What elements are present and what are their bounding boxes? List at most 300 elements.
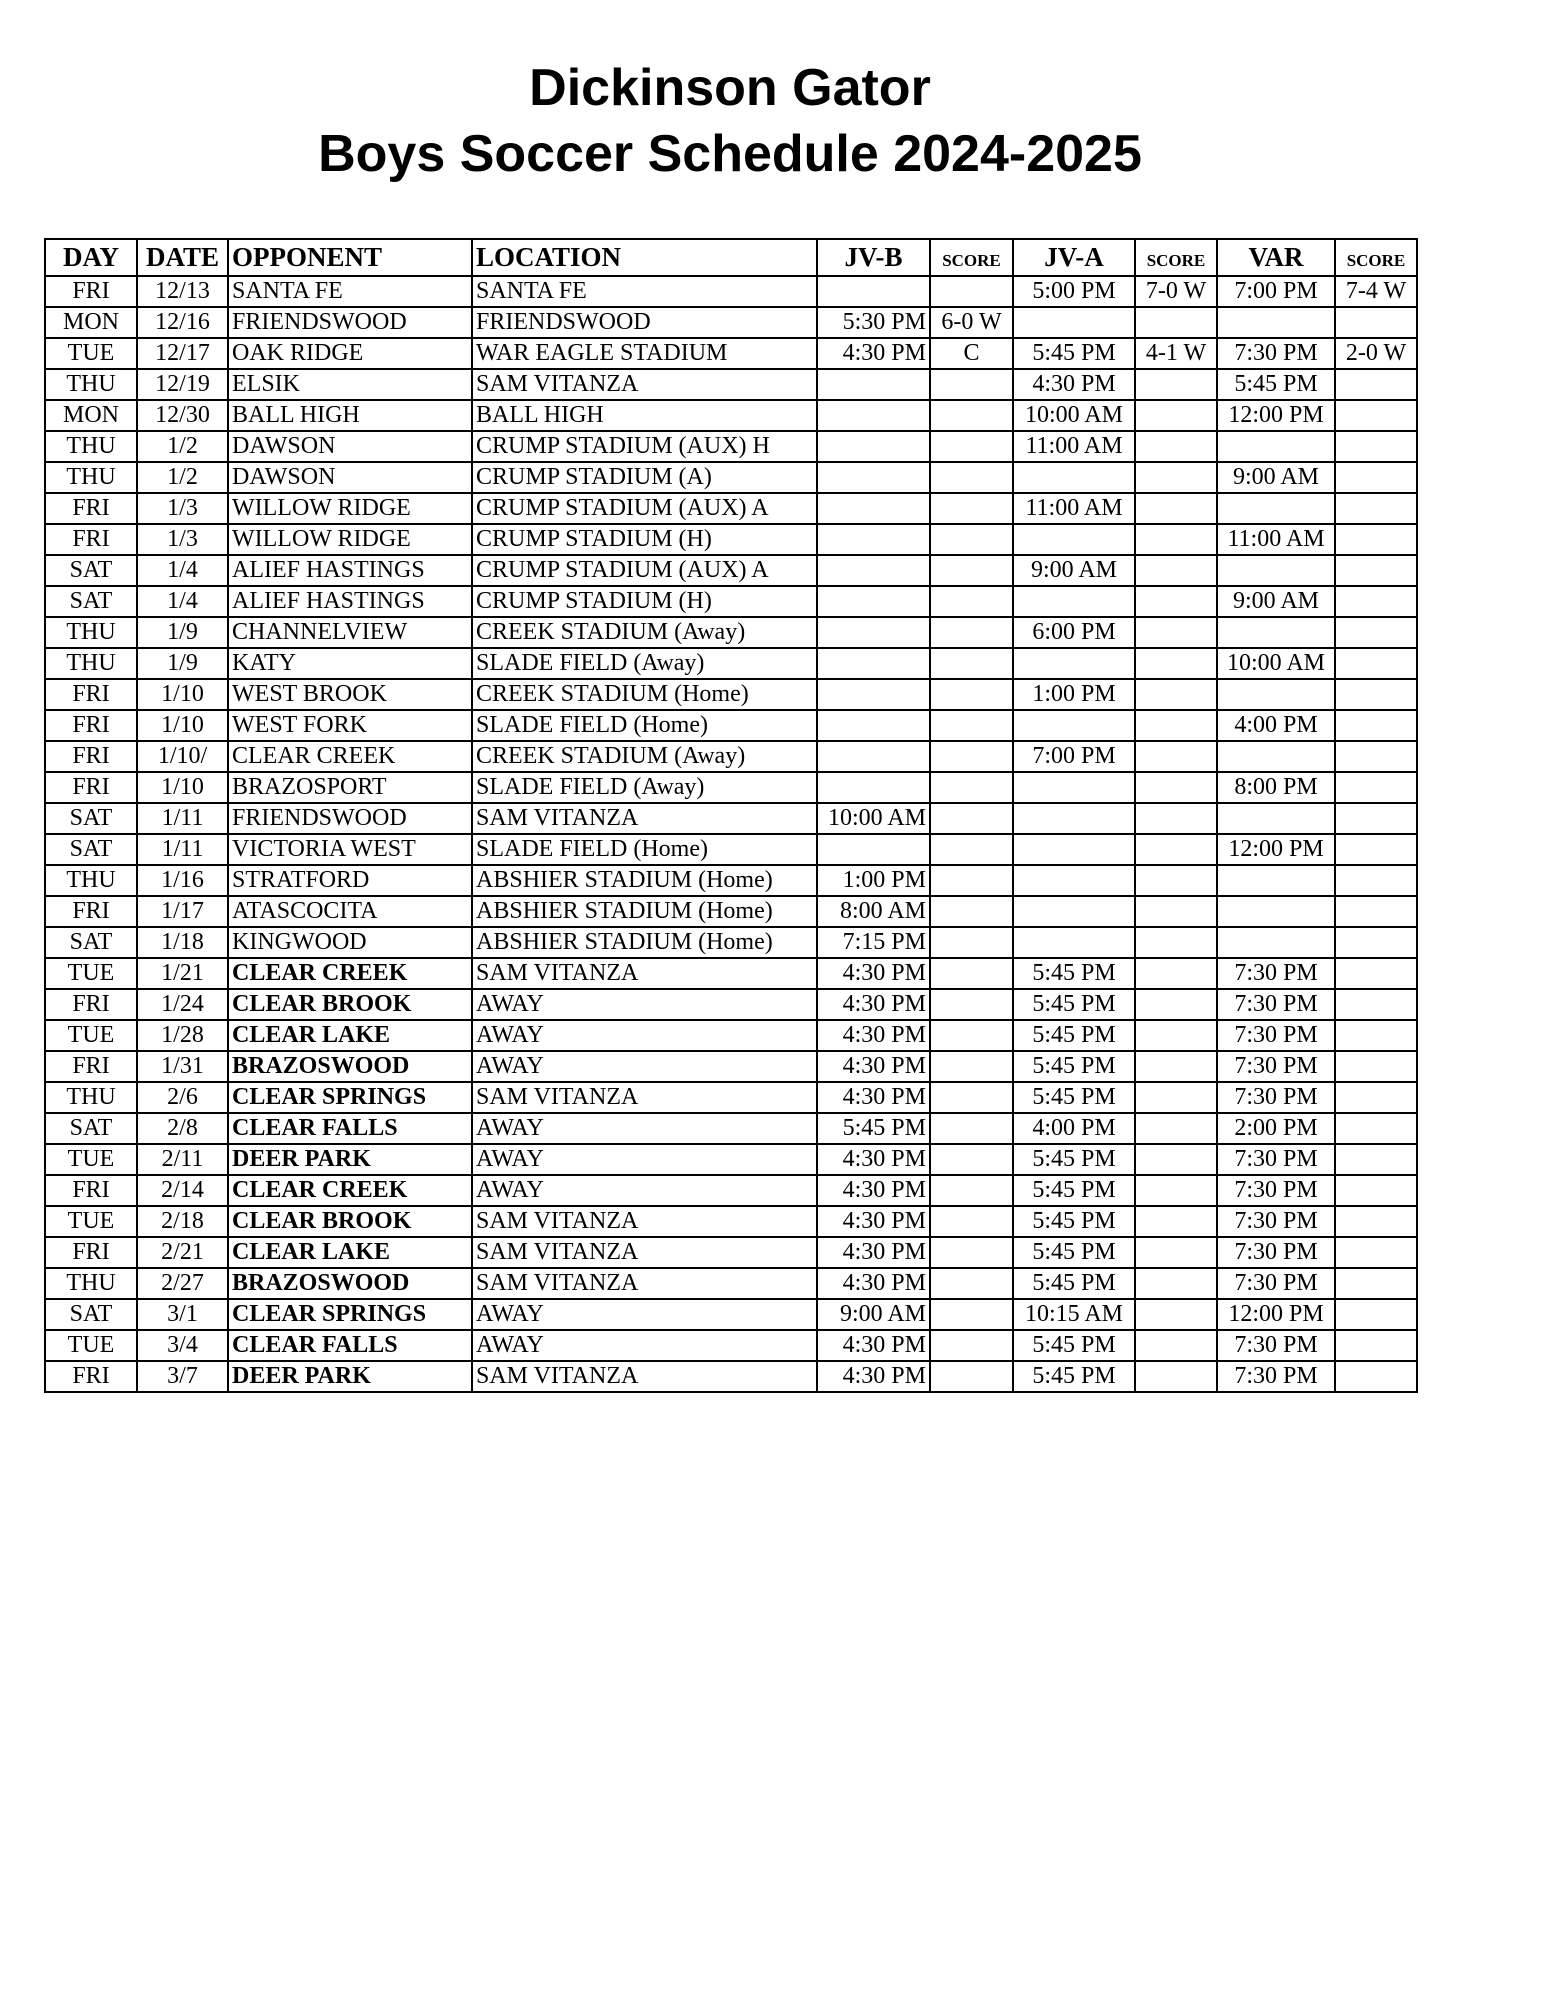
- jvb-score-cell: [930, 1020, 1013, 1051]
- location-cell: SAM VITANZA: [472, 1082, 817, 1113]
- day-cell: TUE: [45, 1330, 137, 1361]
- var-score-cell: 2-0 W: [1335, 338, 1417, 369]
- jva-time-cell: 10:00 AM: [1013, 400, 1135, 431]
- opponent-cell: CLEAR LAKE: [228, 1237, 472, 1268]
- opponent-cell: CLEAR CREEK: [228, 1175, 472, 1206]
- jvb-score-cell: 6-0 W: [930, 307, 1013, 338]
- jvb-score-cell: [930, 1299, 1013, 1330]
- jvb-time-cell: 4:30 PM: [817, 1268, 930, 1299]
- jvb-score-cell: C: [930, 338, 1013, 369]
- day-cell: TUE: [45, 1020, 137, 1051]
- jvb-time-cell: [817, 617, 930, 648]
- jva-score-cell: [1135, 803, 1217, 834]
- location-cell: CRUMP STADIUM (AUX) A: [472, 493, 817, 524]
- var-time-cell: 4:00 PM: [1217, 710, 1335, 741]
- date-cell: 1/18: [137, 927, 228, 958]
- jvb-score-cell: [930, 648, 1013, 679]
- jva-time-cell: 5:45 PM: [1013, 989, 1135, 1020]
- var-score-cell: [1335, 741, 1417, 772]
- table-row: [45, 1020, 1417, 1051]
- var-time-cell: 7:30 PM: [1217, 1361, 1335, 1392]
- jvb-time-cell: 4:30 PM: [817, 1206, 930, 1237]
- day-cell: THU: [45, 648, 137, 679]
- var-score-cell: [1335, 989, 1417, 1020]
- var-time-cell: 7:30 PM: [1217, 958, 1335, 989]
- jvb-time-cell: 4:30 PM: [817, 1051, 930, 1082]
- var-score-cell: [1335, 896, 1417, 927]
- jvb-time-cell: [817, 741, 930, 772]
- jva-score-cell: 7-0 W: [1135, 276, 1217, 307]
- day-cell: THU: [45, 865, 137, 896]
- date-cell: 1/24: [137, 989, 228, 1020]
- opponent-cell: CLEAR CREEK: [228, 958, 472, 989]
- jva-time-cell: [1013, 927, 1135, 958]
- jva-time-cell: 5:45 PM: [1013, 338, 1135, 369]
- jva-score-cell: [1135, 462, 1217, 493]
- location-cell: ABSHIER STADIUM (Home): [472, 896, 817, 927]
- jva-score-cell: [1135, 927, 1217, 958]
- jva-score-cell: [1135, 1268, 1217, 1299]
- jva-score-cell: [1135, 865, 1217, 896]
- opponent-cell: ALIEF HASTINGS: [228, 586, 472, 617]
- location-cell: AWAY: [472, 1051, 817, 1082]
- opponent-cell: CLEAR CREEK: [228, 741, 472, 772]
- header-var: VAR: [1217, 239, 1335, 276]
- var-time-cell: [1217, 307, 1335, 338]
- jva-time-cell: 5:00 PM: [1013, 276, 1135, 307]
- table-row: [45, 741, 1417, 772]
- day-cell: FRI: [45, 1237, 137, 1268]
- table-row: [45, 1268, 1417, 1299]
- date-cell: 1/21: [137, 958, 228, 989]
- opponent-cell: CLEAR BROOK: [228, 1206, 472, 1237]
- table-row: [45, 1237, 1417, 1268]
- var-time-cell: [1217, 679, 1335, 710]
- var-time-cell: [1217, 865, 1335, 896]
- opponent-cell: STRATFORD: [228, 865, 472, 896]
- var-time-cell: 7:30 PM: [1217, 1082, 1335, 1113]
- var-score-cell: [1335, 1082, 1417, 1113]
- jvb-score-cell: [930, 1361, 1013, 1392]
- day-cell: TUE: [45, 338, 137, 369]
- jva-score-cell: [1135, 648, 1217, 679]
- jva-time-cell: [1013, 524, 1135, 555]
- table-row: [45, 1082, 1417, 1113]
- day-cell: THU: [45, 1082, 137, 1113]
- location-cell: CRUMP STADIUM (AUX) H: [472, 431, 817, 462]
- table-row: [45, 1144, 1417, 1175]
- table-row: [45, 927, 1417, 958]
- table-row: [45, 1206, 1417, 1237]
- date-cell: 2/27: [137, 1268, 228, 1299]
- location-cell: CRUMP STADIUM (H): [472, 524, 817, 555]
- jvb-score-cell: [930, 679, 1013, 710]
- var-time-cell: 7:30 PM: [1217, 989, 1335, 1020]
- jvb-time-cell: [817, 679, 930, 710]
- date-cell: 1/10/: [137, 741, 228, 772]
- table-row: [45, 1330, 1417, 1361]
- date-cell: 1/4: [137, 586, 228, 617]
- opponent-cell: CLEAR SPRINGS: [228, 1082, 472, 1113]
- location-cell: SAM VITANZA: [472, 1206, 817, 1237]
- location-cell: AWAY: [472, 989, 817, 1020]
- jva-score-cell: [1135, 1330, 1217, 1361]
- jvb-time-cell: [817, 493, 930, 524]
- location-cell: FRIENDSWOOD: [472, 307, 817, 338]
- header-day: DAY: [45, 239, 137, 276]
- day-cell: FRI: [45, 1175, 137, 1206]
- day-cell: FRI: [45, 772, 137, 803]
- date-cell: 1/3: [137, 524, 228, 555]
- jva-time-cell: 6:00 PM: [1013, 617, 1135, 648]
- header-jva-score: SCORE: [1135, 239, 1217, 276]
- location-cell: CREEK STADIUM (Away): [472, 617, 817, 648]
- var-score-cell: [1335, 369, 1417, 400]
- jvb-score-cell: [930, 1330, 1013, 1361]
- jvb-score-cell: [930, 1237, 1013, 1268]
- jvb-score-cell: [930, 710, 1013, 741]
- var-time-cell: [1217, 896, 1335, 927]
- date-cell: 1/10: [137, 679, 228, 710]
- jva-score-cell: [1135, 431, 1217, 462]
- table-row: [45, 648, 1417, 679]
- location-cell: WAR EAGLE STADIUM: [472, 338, 817, 369]
- table-row: [45, 369, 1417, 400]
- table-row: [45, 772, 1417, 803]
- jvb-score-cell: [930, 834, 1013, 865]
- var-score-cell: [1335, 586, 1417, 617]
- jva-time-cell: 5:45 PM: [1013, 1237, 1135, 1268]
- jvb-time-cell: 8:00 AM: [817, 896, 930, 927]
- date-cell: 1/10: [137, 772, 228, 803]
- table-row: [45, 1299, 1417, 1330]
- location-cell: SANTA FE: [472, 276, 817, 307]
- location-cell: SAM VITANZA: [472, 1361, 817, 1392]
- var-time-cell: [1217, 927, 1335, 958]
- jva-time-cell: [1013, 648, 1135, 679]
- jva-time-cell: 5:45 PM: [1013, 1361, 1135, 1392]
- location-cell: SLADE FIELD (Home): [472, 710, 817, 741]
- var-score-cell: [1335, 772, 1417, 803]
- jvb-time-cell: [817, 369, 930, 400]
- jva-time-cell: 5:45 PM: [1013, 1020, 1135, 1051]
- table-row: [45, 958, 1417, 989]
- jvb-score-cell: [930, 462, 1013, 493]
- date-cell: 12/16: [137, 307, 228, 338]
- jvb-time-cell: [817, 431, 930, 462]
- jva-score-cell: [1135, 1361, 1217, 1392]
- jva-score-cell: [1135, 1113, 1217, 1144]
- page-subtitle: Boys Soccer Schedule 2024-2025: [318, 125, 1142, 183]
- var-score-cell: [1335, 1113, 1417, 1144]
- location-cell: AWAY: [472, 1299, 817, 1330]
- jvb-score-cell: [930, 1206, 1013, 1237]
- opponent-cell: FRIENDSWOOD: [228, 803, 472, 834]
- jvb-score-cell: [930, 1113, 1013, 1144]
- table-row: [45, 276, 1417, 307]
- table-row: [45, 1113, 1417, 1144]
- opponent-cell: WILLOW RIDGE: [228, 524, 472, 555]
- date-cell: 1/4: [137, 555, 228, 586]
- date-cell: 12/17: [137, 338, 228, 369]
- var-score-cell: [1335, 1020, 1417, 1051]
- jvb-score-cell: [930, 1144, 1013, 1175]
- var-score-cell: [1335, 958, 1417, 989]
- day-cell: SAT: [45, 586, 137, 617]
- header-location: LOCATION: [472, 239, 817, 276]
- header-jvb: JV-B: [817, 239, 930, 276]
- jva-time-cell: 4:00 PM: [1013, 1113, 1135, 1144]
- jvb-score-cell: [930, 1082, 1013, 1113]
- jvb-score-cell: [930, 276, 1013, 307]
- table-row: [45, 524, 1417, 555]
- jvb-score-cell: [930, 555, 1013, 586]
- opponent-cell: CLEAR FALLS: [228, 1330, 472, 1361]
- location-cell: AWAY: [472, 1113, 817, 1144]
- jvb-time-cell: 5:45 PM: [817, 1113, 930, 1144]
- opponent-cell: CLEAR FALLS: [228, 1113, 472, 1144]
- table-row: [45, 896, 1417, 927]
- location-cell: SAM VITANZA: [472, 369, 817, 400]
- jvb-time-cell: 7:15 PM: [817, 927, 930, 958]
- day-cell: SAT: [45, 834, 137, 865]
- jvb-score-cell: [930, 865, 1013, 896]
- var-score-cell: [1335, 803, 1417, 834]
- var-score-cell: [1335, 431, 1417, 462]
- opponent-cell: ELSIK: [228, 369, 472, 400]
- jvb-time-cell: 5:30 PM: [817, 307, 930, 338]
- jva-time-cell: 5:45 PM: [1013, 1206, 1135, 1237]
- table-row: [45, 679, 1417, 710]
- day-cell: THU: [45, 431, 137, 462]
- table-row: [45, 462, 1417, 493]
- jva-score-cell: [1135, 710, 1217, 741]
- day-cell: THU: [45, 369, 137, 400]
- jva-time-cell: [1013, 772, 1135, 803]
- opponent-cell: BRAZOSPORT: [228, 772, 472, 803]
- var-score-cell: [1335, 834, 1417, 865]
- jvb-time-cell: [817, 400, 930, 431]
- location-cell: SAM VITANZA: [472, 1237, 817, 1268]
- header-date: DATE: [137, 239, 228, 276]
- var-time-cell: [1217, 493, 1335, 524]
- day-cell: FRI: [45, 493, 137, 524]
- jva-time-cell: 5:45 PM: [1013, 1051, 1135, 1082]
- jvb-time-cell: [817, 586, 930, 617]
- var-score-cell: [1335, 1268, 1417, 1299]
- opponent-cell: DAWSON: [228, 431, 472, 462]
- var-score-cell: [1335, 617, 1417, 648]
- jva-time-cell: 5:45 PM: [1013, 958, 1135, 989]
- var-time-cell: 7:30 PM: [1217, 1051, 1335, 1082]
- schedule-table: [44, 238, 1418, 1393]
- var-time-cell: 7:00 PM: [1217, 276, 1335, 307]
- var-score-cell: [1335, 865, 1417, 896]
- location-cell: SAM VITANZA: [472, 803, 817, 834]
- table-row: [45, 400, 1417, 431]
- location-cell: CREEK STADIUM (Away): [472, 741, 817, 772]
- jva-score-cell: [1135, 1144, 1217, 1175]
- date-cell: 12/19: [137, 369, 228, 400]
- jvb-time-cell: 4:30 PM: [817, 1020, 930, 1051]
- location-cell: AWAY: [472, 1330, 817, 1361]
- table-row: [45, 431, 1417, 462]
- table-row: [45, 1175, 1417, 1206]
- var-time-cell: 11:00 AM: [1217, 524, 1335, 555]
- jva-time-cell: 5:45 PM: [1013, 1144, 1135, 1175]
- location-cell: AWAY: [472, 1144, 817, 1175]
- var-score-cell: [1335, 1175, 1417, 1206]
- table-row: [45, 989, 1417, 1020]
- opponent-cell: CLEAR LAKE: [228, 1020, 472, 1051]
- jvb-time-cell: 9:00 AM: [817, 1299, 930, 1330]
- jva-score-cell: [1135, 493, 1217, 524]
- day-cell: FRI: [45, 710, 137, 741]
- table-row: [45, 1361, 1417, 1392]
- jva-score-cell: [1135, 772, 1217, 803]
- jva-score-cell: [1135, 958, 1217, 989]
- jvb-score-cell: [930, 1175, 1013, 1206]
- day-cell: FRI: [45, 1051, 137, 1082]
- var-time-cell: [1217, 431, 1335, 462]
- location-cell: ABSHIER STADIUM (Home): [472, 865, 817, 896]
- jva-score-cell: [1135, 586, 1217, 617]
- var-time-cell: 7:30 PM: [1217, 1144, 1335, 1175]
- var-score-cell: [1335, 1206, 1417, 1237]
- opponent-cell: CLEAR BROOK: [228, 989, 472, 1020]
- var-score-cell: [1335, 1237, 1417, 1268]
- table-row: [45, 617, 1417, 648]
- location-cell: CRUMP STADIUM (AUX) A: [472, 555, 817, 586]
- jvb-time-cell: [817, 710, 930, 741]
- jvb-time-cell: 4:30 PM: [817, 1361, 930, 1392]
- jvb-time-cell: [817, 772, 930, 803]
- jvb-time-cell: [817, 524, 930, 555]
- jva-score-cell: [1135, 307, 1217, 338]
- jvb-score-cell: [930, 1268, 1013, 1299]
- table-row: [45, 586, 1417, 617]
- location-cell: CRUMP STADIUM (A): [472, 462, 817, 493]
- var-time-cell: 12:00 PM: [1217, 400, 1335, 431]
- date-cell: 1/2: [137, 462, 228, 493]
- jva-score-cell: [1135, 834, 1217, 865]
- var-time-cell: [1217, 617, 1335, 648]
- var-time-cell: [1217, 555, 1335, 586]
- var-time-cell: 7:30 PM: [1217, 1020, 1335, 1051]
- var-time-cell: 7:30 PM: [1217, 1206, 1335, 1237]
- day-cell: FRI: [45, 679, 137, 710]
- var-time-cell: 7:30 PM: [1217, 1268, 1335, 1299]
- day-cell: THU: [45, 617, 137, 648]
- date-cell: 12/13: [137, 276, 228, 307]
- date-cell: 2/14: [137, 1175, 228, 1206]
- location-cell: SLADE FIELD (Away): [472, 772, 817, 803]
- jvb-time-cell: [817, 648, 930, 679]
- var-score-cell: 7-4 W: [1335, 276, 1417, 307]
- table-row: [45, 555, 1417, 586]
- var-score-cell: [1335, 524, 1417, 555]
- day-cell: TUE: [45, 958, 137, 989]
- date-cell: 1/31: [137, 1051, 228, 1082]
- var-time-cell: 10:00 AM: [1217, 648, 1335, 679]
- jva-score-cell: [1135, 989, 1217, 1020]
- date-cell: 12/30: [137, 400, 228, 431]
- location-cell: SAM VITANZA: [472, 1268, 817, 1299]
- header-row: [45, 239, 1417, 276]
- jva-time-cell: [1013, 896, 1135, 927]
- jvb-score-cell: [930, 400, 1013, 431]
- var-time-cell: 12:00 PM: [1217, 834, 1335, 865]
- day-cell: SAT: [45, 803, 137, 834]
- var-time-cell: 8:00 PM: [1217, 772, 1335, 803]
- var-score-cell: [1335, 1330, 1417, 1361]
- var-time-cell: 9:00 AM: [1217, 462, 1335, 493]
- day-cell: FRI: [45, 896, 137, 927]
- var-score-cell: [1335, 493, 1417, 524]
- jva-time-cell: [1013, 865, 1135, 896]
- jva-score-cell: [1135, 555, 1217, 586]
- jvb-score-cell: [930, 493, 1013, 524]
- var-score-cell: [1335, 462, 1417, 493]
- jva-score-cell: [1135, 1020, 1217, 1051]
- var-time-cell: 9:00 AM: [1217, 586, 1335, 617]
- jva-score-cell: [1135, 400, 1217, 431]
- day-cell: FRI: [45, 989, 137, 1020]
- day-cell: SAT: [45, 927, 137, 958]
- header-jvb-score: SCORE: [930, 239, 1013, 276]
- jvb-score-cell: [930, 617, 1013, 648]
- table-row: [45, 803, 1417, 834]
- location-cell: CREEK STADIUM (Home): [472, 679, 817, 710]
- date-cell: 1/10: [137, 710, 228, 741]
- opponent-cell: BALL HIGH: [228, 400, 472, 431]
- header-var-score: SCORE: [1335, 239, 1417, 276]
- opponent-cell: CLEAR SPRINGS: [228, 1299, 472, 1330]
- header-jva: JV-A: [1013, 239, 1135, 276]
- var-time-cell: 7:30 PM: [1217, 1237, 1335, 1268]
- opponent-cell: DEER PARK: [228, 1361, 472, 1392]
- location-cell: CRUMP STADIUM (H): [472, 586, 817, 617]
- date-cell: 2/8: [137, 1113, 228, 1144]
- opponent-cell: BRAZOSWOOD: [228, 1051, 472, 1082]
- date-cell: 1/2: [137, 431, 228, 462]
- jvb-score-cell: [930, 772, 1013, 803]
- var-score-cell: [1335, 400, 1417, 431]
- jvb-time-cell: 4:30 PM: [817, 989, 930, 1020]
- day-cell: MON: [45, 307, 137, 338]
- jvb-time-cell: 4:30 PM: [817, 1144, 930, 1175]
- jva-time-cell: 5:45 PM: [1013, 1082, 1135, 1113]
- var-time-cell: 7:30 PM: [1217, 338, 1335, 369]
- jvb-time-cell: [817, 462, 930, 493]
- day-cell: FRI: [45, 741, 137, 772]
- jvb-score-cell: [930, 989, 1013, 1020]
- date-cell: 1/11: [137, 834, 228, 865]
- day-cell: FRI: [45, 524, 137, 555]
- day-cell: FRI: [45, 1361, 137, 1392]
- var-score-cell: [1335, 1051, 1417, 1082]
- jvb-time-cell: [817, 276, 930, 307]
- jva-time-cell: 11:00 AM: [1013, 431, 1135, 462]
- page-title: Dickinson Gator: [529, 59, 931, 117]
- jvb-score-cell: [930, 1051, 1013, 1082]
- opponent-cell: DAWSON: [228, 462, 472, 493]
- jva-time-cell: 9:00 AM: [1013, 555, 1135, 586]
- table-row: [45, 338, 1417, 369]
- jva-time-cell: 7:00 PM: [1013, 741, 1135, 772]
- jva-time-cell: [1013, 462, 1135, 493]
- opponent-cell: VICTORIA WEST: [228, 834, 472, 865]
